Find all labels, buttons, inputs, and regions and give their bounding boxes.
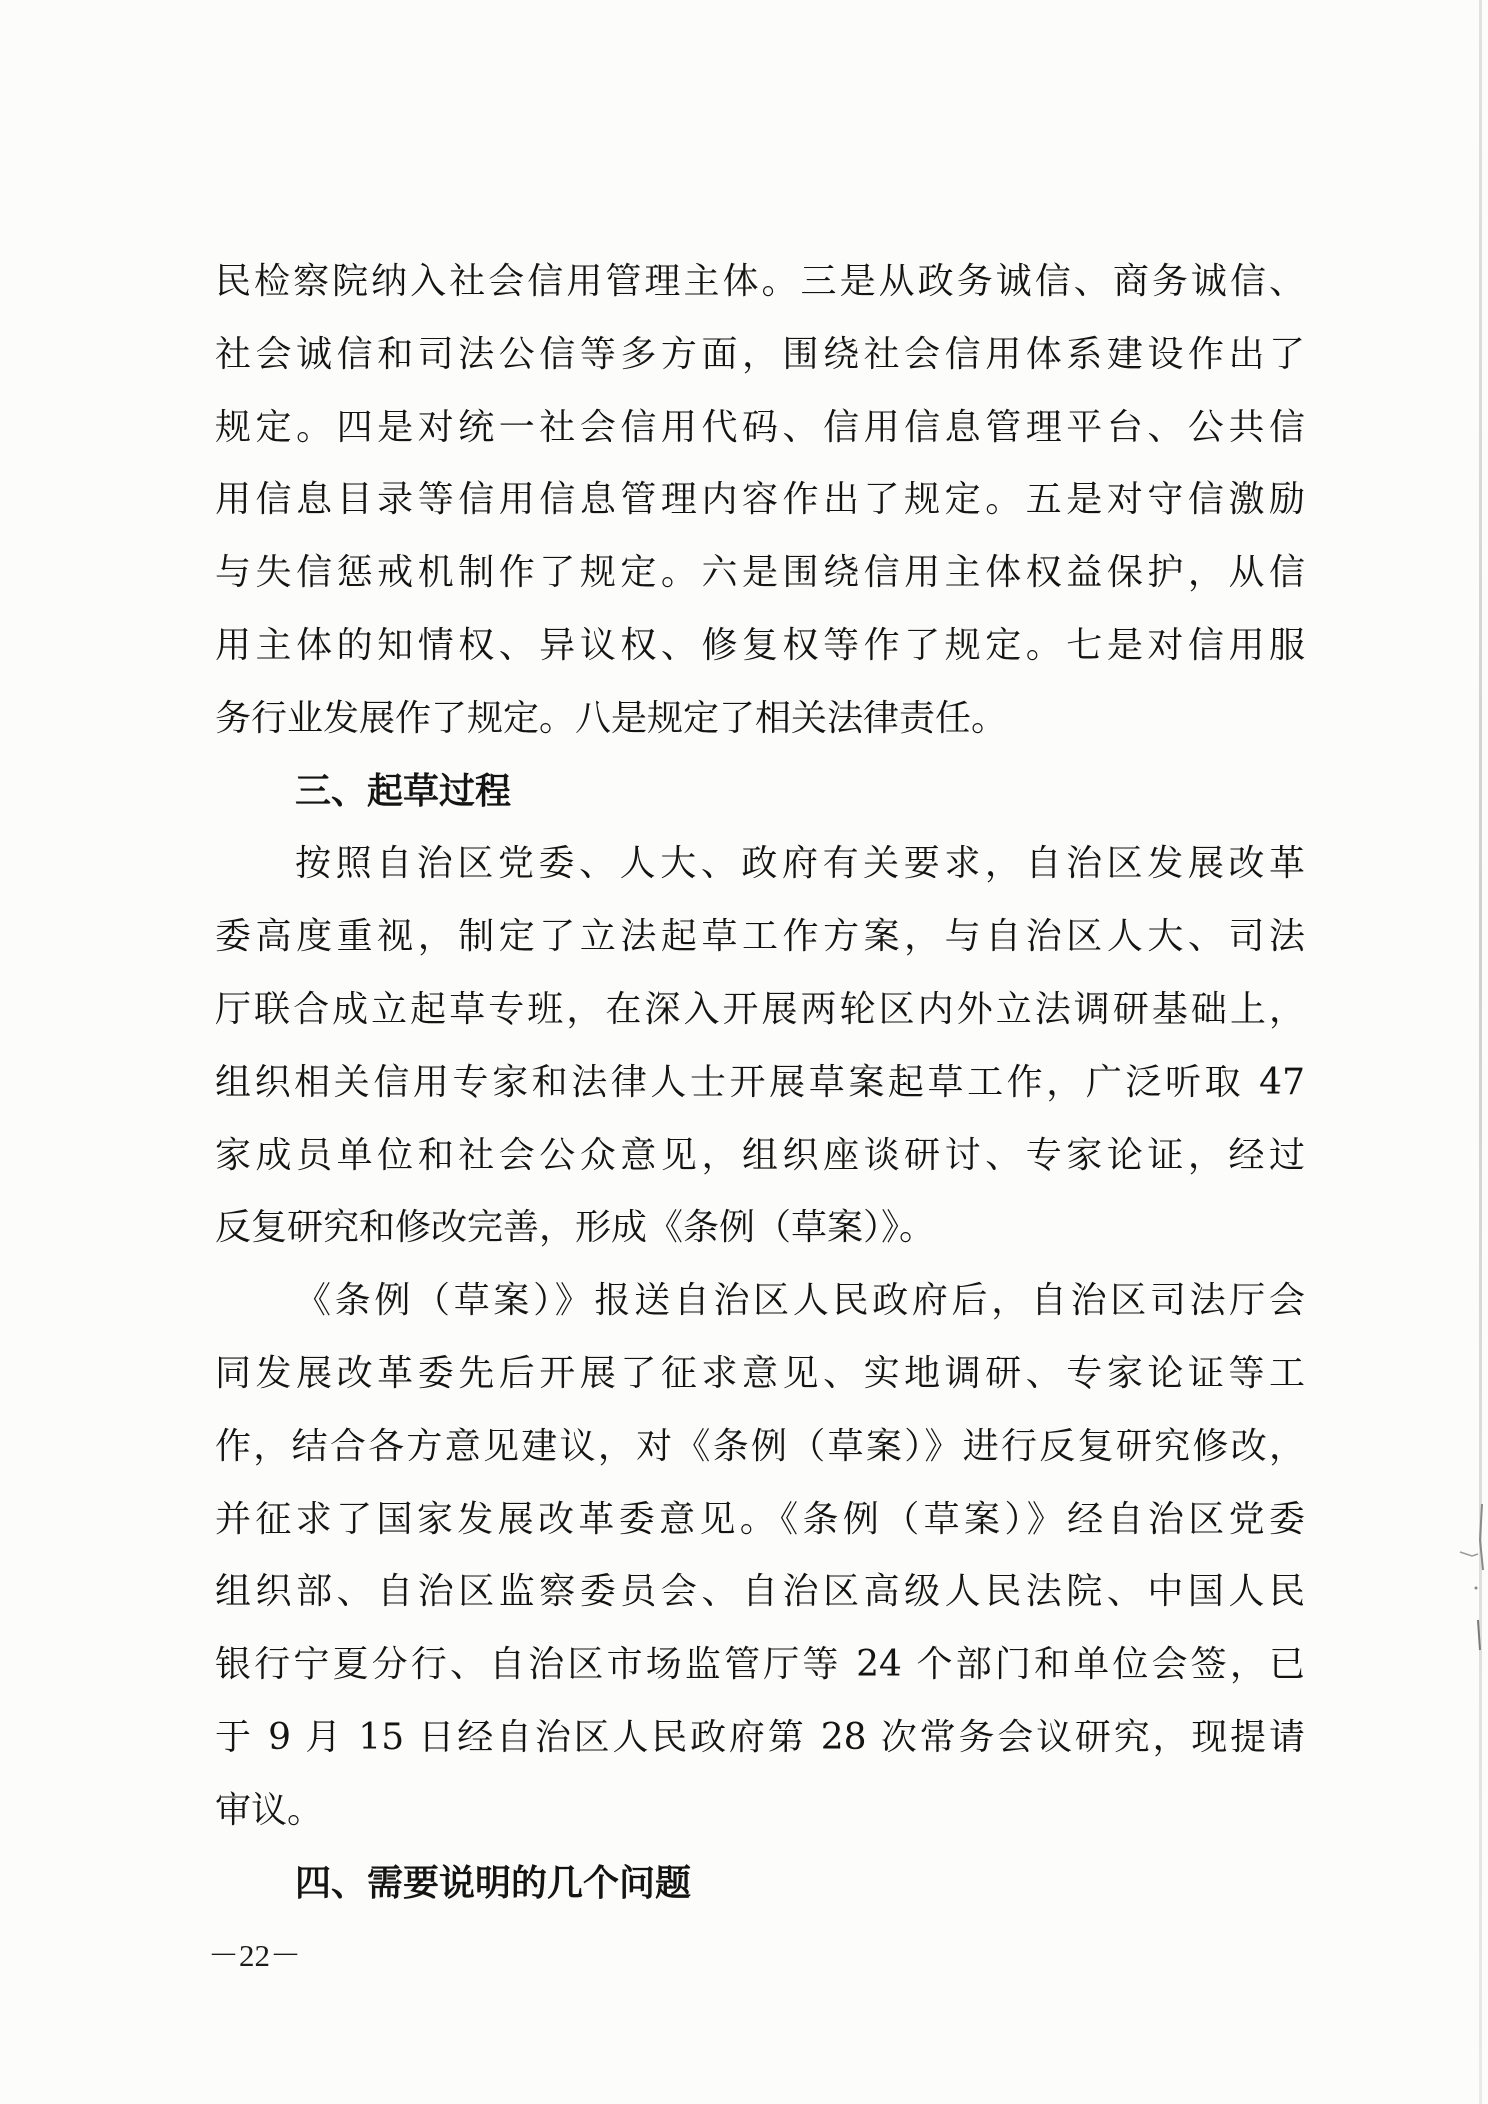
paragraph-1 <box>215 246 1305 756</box>
paragraph-line: 委高度重视，制定了立法起草工作方案，与自治区人大、司法 <box>215 916 1305 958</box>
paragraph-line: 按照自治区党委、人大、政府有关要求，自治区发展改革 <box>295 843 1305 885</box>
document-body <box>208 246 1305 1993</box>
paragraph-line: 银行宁夏分行、自治区市场监管厅等 24 个部门和单位会签，已 <box>215 1644 1305 1686</box>
paragraph-3 <box>215 1265 1305 1847</box>
paragraph-line: 务行业发展作了规定。八是规定了相关法律责任。 <box>215 697 1008 739</box>
paragraph-line: 与失信惩戒机制作了规定。六是围绕信用主体权益保护，从信 <box>215 552 1305 594</box>
paragraph-line: 用主体的知情权、异议权、修复权等作了规定。七是对信用服 <box>215 624 1305 666</box>
scan-artifact-marks <box>1420 1500 1488 1670</box>
paragraph-line: 反复研究和修改完善，形成《条例（草案）》。 <box>215 1207 936 1249</box>
paragraph-line: 家成员单位和社会公众意见，组织座谈研讨、专家论证，经过 <box>215 1134 1305 1176</box>
paragraph-line: 组织部、自治区监察委员会、自治区高级人民法院、中国人民 <box>215 1571 1305 1613</box>
page-number: －22－ <box>208 1938 301 1974</box>
section-heading-drafting-process: 三、起草过程 <box>295 770 512 812</box>
paragraph-line: 作，结合各方意见建议，对《条例（草案）》进行反复研究修改， <box>215 1425 1305 1467</box>
paragraph-line: 于 9 月 15 日经自治区人民政府第 28 次常务会议研究，现提请 <box>215 1716 1305 1758</box>
paragraph-line: 民检察院纳入社会信用管理主体。三是从政务诚信、商务诚信、 <box>215 261 1305 302</box>
paragraph-line: 同发展改革委先后开展了征求意见、实地调研、专家论证等工 <box>215 1352 1305 1394</box>
paragraph-2 <box>215 828 1305 1265</box>
paragraph-line: 审议。 <box>215 1789 324 1831</box>
paragraph-line: 规定。四是对统一社会信用代码、信用信息管理平台、公共信 <box>215 406 1305 448</box>
scan-edge-shadow <box>1479 0 1482 2104</box>
section-heading-issues-to-explain: 四、需要说明的几个问题 <box>295 1862 692 1904</box>
paragraph-line: 用信息目录等信用信息管理内容作出了规定。五是对守信激励 <box>215 479 1305 521</box>
paragraph-line: 并征求了国家发展改革委意见。《条例（草案）》经自治区党委 <box>215 1498 1305 1540</box>
paragraph-line: 组织相关信用专家和法律人士开展草案起草工作，广泛听取 47 <box>215 1061 1305 1103</box>
paragraph-line: 厅联合成立起草专班，在深入开展两轮区内外立法调研基础上， <box>215 988 1305 1030</box>
paragraph-line: 社会诚信和司法公信等多方面，围绕社会信用体系建设作出了 <box>215 333 1305 375</box>
paragraph-line: 《条例（草案）》报送自治区人民政府后，自治区司法厅会 <box>295 1280 1305 1322</box>
